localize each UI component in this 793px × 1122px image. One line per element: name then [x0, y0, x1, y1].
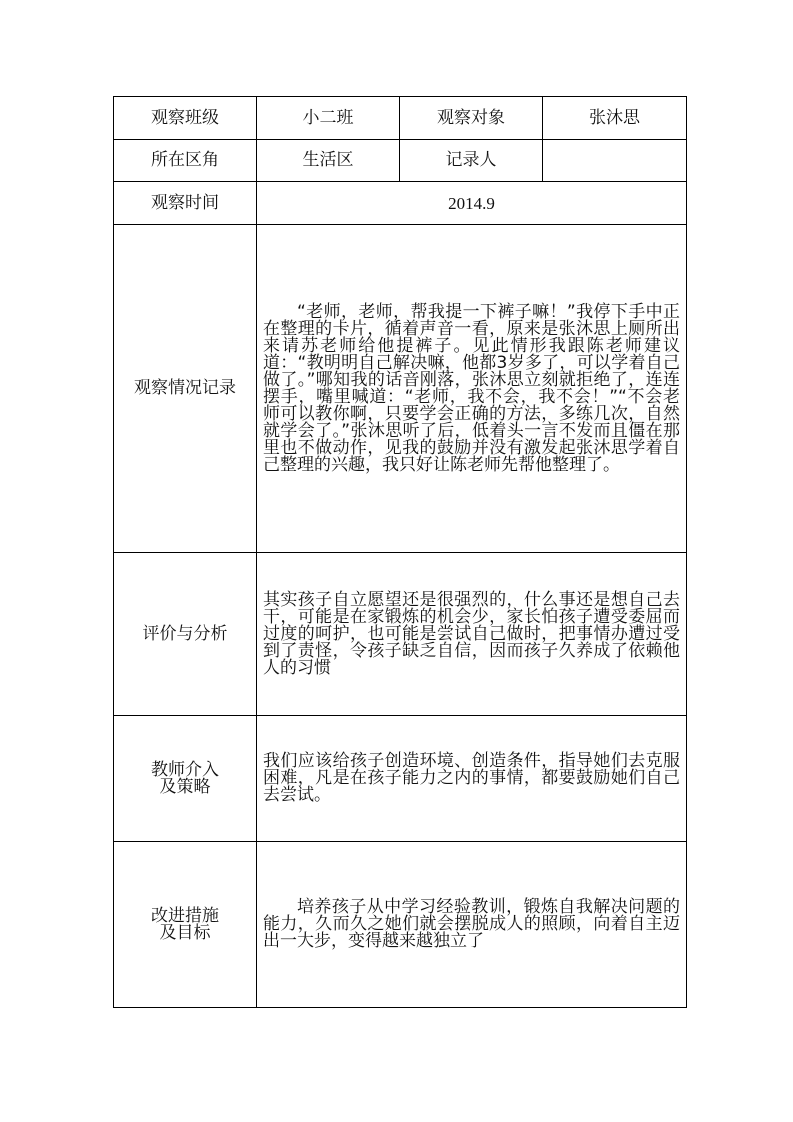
subject-label: 观察对象	[400, 97, 543, 140]
row-time	[114, 182, 687, 225]
area-label: 所在区角	[114, 140, 257, 182]
area-value: 生活区	[257, 140, 400, 182]
row-improvement	[114, 842, 687, 1008]
row-area	[114, 140, 687, 182]
row-analysis	[114, 553, 687, 716]
analysis-text: 其实孩子自立愿望还是很强烈的，什么事还是想自己去干，可能是在家锻炼的机会少，家长怕孩子遭受委屈而过度的呵护，也可能是尝试自己做时，把事情办遭过受到了责怪，令孩子缺乏自信，因而孩子久养成了依赖他人的习惯	[257, 553, 687, 716]
record-label: 观察情况记录	[114, 225, 257, 553]
improvement-label	[114, 842, 257, 1008]
analysis-label: 评价与分析	[114, 553, 257, 716]
record-text: “老师，老师，帮我提一下裤子嘛！”我停下手中正在整理的卡片，循着声音一看，原来是张沐思上厕所出来请苏老师给他提裤子。见此情形我跟陈老师建议道：“教明明自己解决嘛，他都3岁多了，可以学着自己做了。”哪知我的话音刚落，张沐思立刻就拒绝了，连连摆手，嘴里喊道：“老师，我不会，我不会！”“不会老师可以教你啊，只要学会正确的方法，多练几次，自然就学会了。”张沐思听了后，低着头一言不发而且僵在那里也不做动作，见我的鼓励并没有激发起张沐思学着自己整理的兴趣，我只好让陈老师先帮他整理了。	[257, 225, 687, 553]
improvement-text: 培养孩子从中学习经验教训，锻炼自我解决问题的能力，久而久之她们就会摆脱成人的照顾，向着自主迈出一大步，变得越来越独立了	[257, 842, 687, 1008]
recorder-label: 记录人	[400, 140, 543, 182]
recorder-value	[543, 140, 687, 182]
intervention-label-line-1: 教师介入	[151, 759, 219, 780]
intervention-text: 我们应该给孩子创造环境、创造条件，指导她们去克服困难，凡是在孩子能力之内的事情，都要鼓励她们自己去尝试。	[257, 716, 687, 842]
row-record	[114, 225, 687, 553]
subject-value: 张沐思	[543, 97, 687, 140]
improvement-label-line-1: 改进措施	[151, 905, 219, 926]
class-value: 小二班	[257, 97, 400, 140]
time-label: 观察时间	[114, 182, 257, 225]
row-intervention	[114, 716, 687, 842]
observation-record-table	[113, 96, 687, 1008]
time-value: 2014.9	[257, 182, 687, 225]
intervention-label-line-2: 及策略	[159, 776, 211, 797]
intervention-label	[114, 716, 257, 842]
row-class	[114, 97, 687, 140]
class-label: 观察班级	[114, 97, 257, 140]
improvement-label-line-2: 及目标	[159, 922, 211, 943]
